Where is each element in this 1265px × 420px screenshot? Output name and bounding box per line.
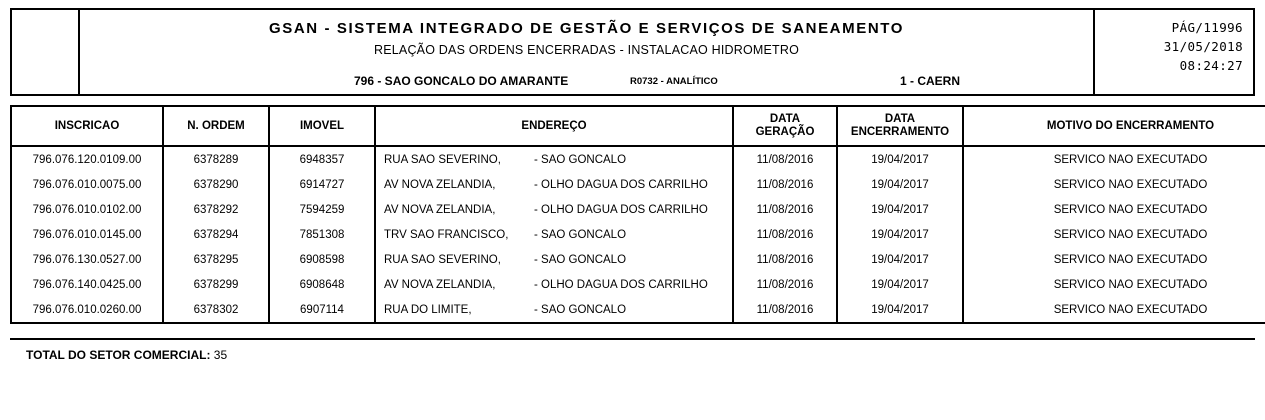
cell-inscricao: 796.076.140.0425.00 (11, 272, 163, 297)
table-row (11, 172, 1265, 197)
cell-endereco-rua: RUA SAO SEVERINO, (384, 153, 501, 166)
report-title: GSAN - SISTEMA INTEGRADO DE GESTÃO E SERVIÇOS DE SANEAMENTO (268, 20, 905, 37)
cell-endereco (375, 146, 733, 172)
cell-endereco (375, 247, 733, 272)
table-header (11, 106, 1265, 146)
cell-endereco-bairro: - SAO GONCALO (534, 253, 627, 266)
cell-motivo: SERVICO NAO EXECUTADO (963, 146, 1265, 172)
company-name: 1 - CAERN (900, 74, 961, 88)
column-header-data-geracao (733, 106, 837, 146)
cell-endereco-rua: AV NOVA ZELANDIA, (384, 203, 496, 216)
table-row (11, 222, 1265, 247)
cell-endereco (375, 297, 733, 323)
cell-data-encerramento: 19/04/2017 (837, 146, 963, 172)
cell-endereco-rua: TRV SAO FRANCISCO, (384, 228, 509, 241)
cell-data-geracao: 11/08/2016 (733, 247, 837, 272)
cell-motivo: SERVICO NAO EXECUTADO (963, 197, 1265, 222)
header-page-info (1095, 10, 1253, 94)
table-row (11, 146, 1265, 172)
cell-imovel: 6948357 (269, 146, 375, 172)
report-time: 08:24:27 (1179, 58, 1243, 73)
cell-imovel: 6908648 (269, 272, 375, 297)
cell-inscricao: 796.076.010.0102.00 (11, 197, 163, 222)
report-subtitle: RELAÇÃO DAS ORDENS ENCERRADAS - INSTALACAO HIDROMETRO (373, 43, 800, 57)
cell-endereco-rua: AV NOVA ZELANDIA, (384, 278, 496, 291)
cell-endereco-bairro: - OLHO DAGUA DOS CARRILHO (534, 203, 708, 216)
cell-motivo: SERVICO NAO EXECUTADO (963, 222, 1265, 247)
report-date: 31/05/2018 (1163, 39, 1243, 54)
page-number: PÁG/11996 (1171, 20, 1243, 35)
cell-n-ordem: 6378292 (163, 197, 269, 222)
column-header-inscricao: INSCRICAO (11, 106, 163, 146)
cell-data-geracao: 11/08/2016 (733, 172, 837, 197)
cell-imovel: 7851308 (269, 222, 375, 247)
column-header-endereco: ENDEREÇO (375, 106, 733, 146)
cell-data-encerramento: 19/04/2017 (837, 222, 963, 247)
cell-endereco-rua: RUA DO LIMITE, (384, 303, 472, 316)
cell-endereco-bairro: - OLHO DAGUA DOS CARRILHO (534, 178, 708, 191)
total-section (10, 338, 1255, 362)
column-header-data-geracao-line1: DATA (769, 113, 801, 125)
column-header-data-encerramento-line1: DATA (884, 113, 916, 125)
cell-endereco (375, 222, 733, 247)
cell-imovel: 6914727 (269, 172, 375, 197)
cell-data-geracao: 11/08/2016 (733, 146, 837, 172)
cell-data-geracao: 11/08/2016 (733, 272, 837, 297)
cell-endereco-bairro: - SAO GONCALO (534, 153, 627, 166)
cell-n-ordem: 6378295 (163, 247, 269, 272)
table-header-row (11, 106, 1265, 146)
table-row (11, 197, 1265, 222)
header-logo-cell (12, 10, 80, 94)
total-value: 35 (213, 348, 228, 362)
cell-motivo: SERVICO NAO EXECUTADO (963, 247, 1265, 272)
column-header-data-encerramento-line2: ENCERRAMENTO (850, 126, 950, 138)
column-header-motivo: MOTIVO DO ENCERRAMENTO (963, 106, 1265, 146)
cell-endereco-bairro: - SAO GONCALO (534, 303, 627, 316)
cell-imovel: 6907114 (269, 297, 375, 323)
column-header-data-geracao-line2: GERAÇÃO (755, 126, 815, 138)
cell-data-geracao: 11/08/2016 (733, 197, 837, 222)
cell-motivo: SERVICO NAO EXECUTADO (963, 272, 1265, 297)
cell-inscricao: 796.076.010.0075.00 (11, 172, 163, 197)
cell-inscricao: 796.076.010.0260.00 (11, 297, 163, 323)
cell-inscricao: 796.076.010.0145.00 (11, 222, 163, 247)
cell-endereco-bairro: - SAO GONCALO (534, 228, 627, 241)
total-label: TOTAL DO SETOR COMERCIAL: (26, 348, 211, 362)
cell-n-ordem: 6378289 (163, 146, 269, 172)
cell-data-geracao: 11/08/2016 (733, 222, 837, 247)
table-row (11, 272, 1265, 297)
cell-n-ordem: 6378302 (163, 297, 269, 323)
cell-endereco-rua: AV NOVA ZELANDIA, (384, 178, 496, 191)
cell-n-ordem: 6378290 (163, 172, 269, 197)
cell-imovel: 7594259 (269, 197, 375, 222)
cell-data-encerramento: 19/04/2017 (837, 272, 963, 297)
table-body (11, 146, 1265, 323)
cell-data-encerramento: 19/04/2017 (837, 172, 963, 197)
cell-motivo: SERVICO NAO EXECUTADO (963, 172, 1265, 197)
cell-inscricao: 796.076.130.0527.00 (11, 247, 163, 272)
cell-endereco (375, 197, 733, 222)
column-header-imovel: IMOVEL (269, 106, 375, 146)
report-code: R0732 - ANALÍTICO (630, 76, 718, 87)
cell-n-ordem: 6378294 (163, 222, 269, 247)
header-title-cell (80, 10, 1095, 94)
cell-endereco-rua: RUA SAO SEVERINO, (384, 253, 501, 266)
cell-imovel: 6908598 (269, 247, 375, 272)
cell-data-encerramento: 19/04/2017 (837, 297, 963, 323)
cell-data-encerramento: 19/04/2017 (837, 197, 963, 222)
cell-inscricao: 796.076.120.0109.00 (11, 146, 163, 172)
table-row (11, 247, 1265, 272)
table-row (11, 297, 1265, 323)
report-header (10, 8, 1255, 96)
cell-motivo: SERVICO NAO EXECUTADO (963, 297, 1265, 323)
cell-data-encerramento: 19/04/2017 (837, 247, 963, 272)
organization-name: 796 - SAO GONCALO DO AMARANTE (354, 74, 569, 88)
cell-endereco (375, 272, 733, 297)
orders-table (10, 105, 1265, 324)
cell-n-ordem: 6378299 (163, 272, 269, 297)
cell-endereco (375, 172, 733, 197)
cell-endereco-bairro: - OLHO DAGUA DOS CARRILHO (534, 278, 708, 291)
cell-data-geracao: 11/08/2016 (733, 297, 837, 323)
column-header-n-ordem: N. ORDEM (163, 106, 269, 146)
column-header-data-encerramento (837, 106, 963, 146)
